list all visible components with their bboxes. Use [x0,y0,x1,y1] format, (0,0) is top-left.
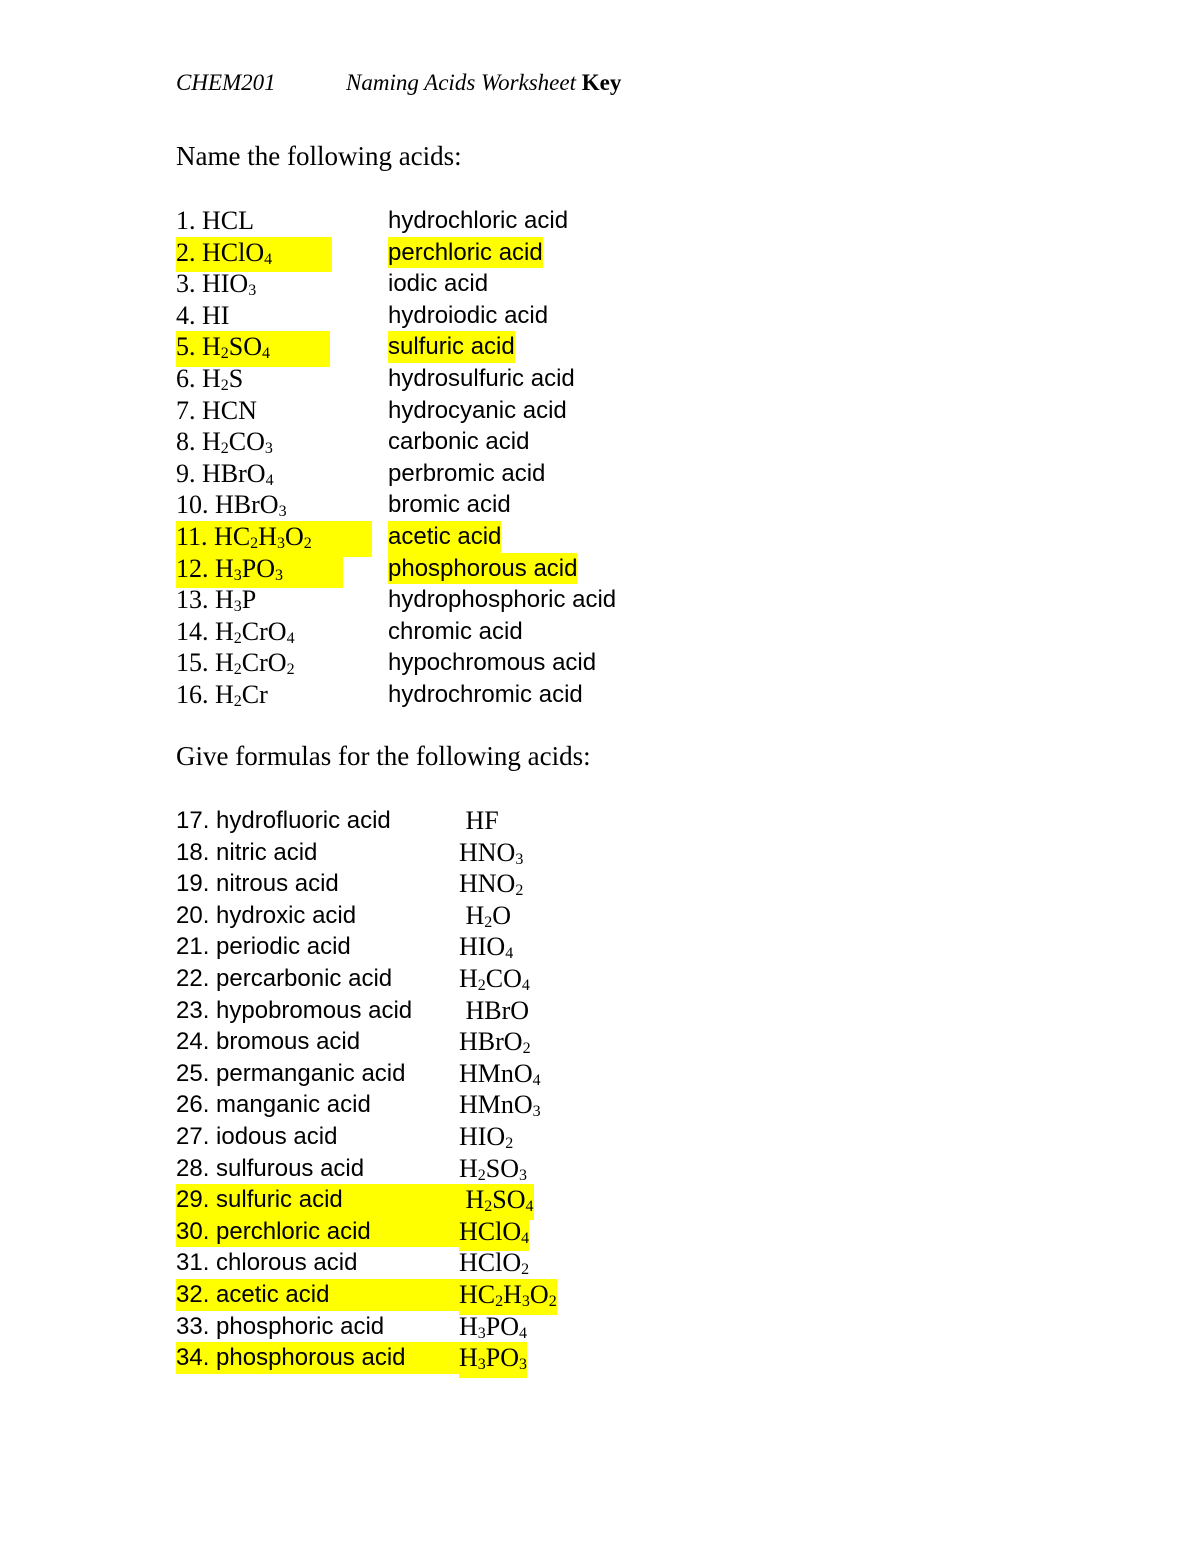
answer-formula [459,1026,531,1062]
list-item [176,521,502,553]
item-number: 30. [176,1217,217,1245]
list-item [176,1153,528,1185]
question-formula [176,679,268,715]
formula-subscript: 3 [233,598,242,616]
formula-part: SO [228,332,263,362]
formula-part: H [503,1279,522,1309]
item-number: 23. [176,996,217,1024]
question-name [176,805,391,837]
answer-name: perchloric acid [388,237,543,269]
question-name [176,1342,460,1374]
formula-part: H [459,1185,485,1215]
list-item [176,426,530,458]
formula-part: SO [492,1185,526,1215]
list-item [176,931,514,963]
acid-name: hydrofluoric acid [216,807,391,834]
question-formula [176,584,256,620]
formula-part: PO [241,553,276,583]
formula-subscript: 4 [505,945,514,963]
formula-subscript: 2 [484,913,493,931]
answer-formula [459,1058,541,1094]
answer-name: hydroiodic acid [388,301,549,329]
worksheet-title-text: Naming Acids Worksheet [346,70,576,95]
question-name [176,931,351,963]
formula-part: H [202,363,221,393]
formula-part: H [215,679,234,709]
question-formula [176,426,273,462]
formula-subscript: 2 [522,1040,531,1058]
formula-part: CrO [241,648,287,678]
question-name [176,1153,364,1185]
answer-name: chromic acid [388,617,523,645]
formula-subscript: 4 [265,471,274,489]
list-item [176,1311,528,1343]
formula-part: S [228,363,244,393]
question-formula [176,647,295,683]
formula-subscript: 2 [477,1166,486,1184]
formula-part: HClO [459,1248,522,1278]
formula-part: H [215,553,234,583]
formula-subscript: 3 [519,1356,528,1374]
question-name [176,1216,460,1248]
question-name [176,995,412,1027]
answer-formula [459,1089,541,1125]
key-label: Key [581,70,622,95]
acid-name: sulfuric acid [216,1186,343,1214]
formula-subscript: 3 [276,534,285,552]
item-number: 20. [176,901,217,929]
formula-part: PO [485,1343,520,1373]
list-item [176,237,543,269]
answer-name: hydrochloric acid [388,207,569,234]
acid-name: nitric acid [216,838,318,866]
list-item [176,363,575,395]
acid-name: hypobromous acid [216,996,413,1024]
formula-part: HCN [202,395,257,425]
list-item [176,679,583,711]
item-number: 1. [176,206,202,235]
question-name [176,868,339,900]
list-item [176,995,530,1027]
question-name [176,1026,360,1058]
item-number: 7. [176,395,202,425]
formula-subscript: 4 [521,976,530,994]
list-item [176,1279,557,1311]
list-item [176,868,524,900]
formula-part: H [202,427,221,457]
formula-part: HNO [459,837,516,867]
formula-part: CrO [241,616,287,646]
question-name [176,1058,405,1090]
formula-subscript: 4 [519,1324,528,1342]
formula-subscript: 2 [233,629,242,647]
acid-name: percarbonic acid [216,964,393,992]
formula-part: H [459,1343,478,1373]
question-formula [176,395,257,427]
item-number: 6. [176,363,202,393]
question-name [176,1089,371,1121]
formula-subscript: 2 [521,1261,530,1279]
list-item [176,584,617,616]
question-formula [176,363,243,399]
formula-subscript: 2 [220,440,229,458]
formula-part: H [459,1153,478,1183]
item-number: 34. [176,1344,217,1372]
acid-name: permanganic acid [216,1059,406,1087]
formula-subscript: 3 [278,503,287,521]
acid-name: acetic acid [216,1280,330,1308]
formula-subscript: 2 [495,1292,504,1310]
item-number: 13. [176,585,215,615]
list-item [176,647,597,679]
formula-part: HMnO [459,1058,533,1088]
item-number: 22. [176,964,217,992]
formula-part: HBrO [215,490,279,520]
answer-formula [459,1216,529,1252]
formula-part: HClO [459,1216,522,1246]
answer-name: perbromic acid [388,459,546,487]
answer-name: hydrosulfuric acid [388,364,575,392]
section-heading-give-formulas: Give formulas for the following acids: [176,741,591,771]
formula-part: HNO [459,869,516,899]
list-item [176,268,489,300]
acid-name: perchloric acid [216,1217,371,1245]
question-name [176,963,392,995]
formula-subscript: 3 [233,566,242,584]
answer-formula [459,1342,527,1378]
formula-subscript: 4 [521,1229,530,1247]
answer-name: carbonic acid [388,428,530,456]
question-formula [176,616,295,652]
acid-name: sulfurous acid [216,1154,365,1182]
formula-part: HBrO [459,1027,523,1057]
formula-part: H [202,332,221,362]
answer-formula [459,963,530,999]
answer-formula [459,900,511,936]
question-formula [176,521,372,557]
item-number: 14. [176,616,215,646]
formula-subscript: 4 [264,250,273,268]
question-formula [176,489,287,525]
formula-part: H [459,963,478,993]
list-item [176,205,569,237]
formula-subscript: 2 [286,661,295,679]
answer-formula [459,995,529,1027]
answer-name: phosphorous acid [388,553,577,585]
formula-part: HCL [202,206,254,235]
formula-subscript: 2 [250,534,259,552]
item-number: 24. [176,1028,217,1056]
answer-name: hydrocyanic acid [388,396,567,424]
question-name [176,1184,460,1216]
list-item [176,331,515,363]
answer-name: sulfuric acid [388,331,515,363]
formula-part: Cr [241,679,268,709]
formula-subscript: 2 [233,661,242,679]
list-item [176,300,549,332]
answer-formula [459,1247,529,1283]
list-item [176,1089,541,1121]
question-name [176,1247,357,1279]
course-code: CHEM201 [176,70,276,95]
item-number: 19. [176,870,217,898]
formula-subscript: 3 [275,566,284,584]
item-number: 28. [176,1154,217,1182]
formula-part: HC [214,521,251,551]
formula-subscript: 4 [532,1071,541,1089]
answer-formula [459,931,513,967]
acid-name: nitrous acid [216,870,339,898]
answer-formula [459,805,499,837]
formula-part: H [215,585,234,615]
formula-part: H [459,900,485,930]
formula-subscript: 3 [477,1356,486,1374]
question-name [176,1279,460,1311]
item-number: 29. [176,1186,217,1214]
acid-name: hydroxic acid [216,901,357,929]
formula-subscript: 2 [515,882,524,900]
question-name [176,837,317,869]
formula-subscript: 3 [477,1324,486,1342]
answer-formula [459,1121,513,1157]
answer-name: acetic acid [388,521,501,553]
formula-part: HIO [459,1121,506,1151]
formula-subscript: 3 [519,1166,528,1184]
item-number: 16. [176,679,215,709]
formula-subscript: 3 [264,440,273,458]
answer-name: hydrophosphoric acid [388,586,617,614]
answer-formula [459,1153,527,1189]
formula-subscript: 2 [233,692,242,710]
acid-name: manganic acid [216,1091,371,1119]
question-formula [176,331,330,367]
formula-subscript: 2 [303,534,312,552]
item-number: 31. [176,1249,217,1277]
formula-subscript: 4 [286,629,295,647]
list-item [176,805,499,837]
acid-name: chlorous acid [216,1249,358,1277]
formula-part: H [215,648,234,678]
formula-part: H [215,616,234,646]
question-formula [176,268,256,304]
item-number: 25. [176,1059,217,1087]
formula-part: HI [202,300,230,330]
item-number: 32. [176,1280,217,1308]
item-number: 18. [176,838,217,866]
item-number: 5. [176,332,202,362]
item-number: 9. [176,458,202,488]
list-item [176,489,511,521]
formula-part: HMnO [459,1090,533,1120]
formula-part: HBrO [459,995,530,1025]
item-number: 11. [176,521,215,551]
formula-part: HIO [202,269,249,299]
section-heading-name-acids: Name the following acids: [176,141,462,171]
item-number: 21. [176,933,217,961]
item-number: 15. [176,648,215,678]
give-formulas-list [176,805,557,1374]
item-number: 27. [176,1122,217,1150]
formula-subscript: 3 [532,1103,541,1121]
list-item [176,1247,530,1279]
formula-subscript: 2 [220,376,229,394]
formula-part: HF [459,806,499,835]
answer-formula [459,1311,527,1347]
formula-part: HClO [202,237,265,267]
item-number: 3. [176,269,202,299]
list-item [176,1121,514,1153]
item-number: 17. [176,807,217,834]
formula-subscript: 3 [248,282,257,300]
acid-name: phosphoric acid [216,1312,385,1340]
answer-formula [459,837,523,873]
item-number: 2. [176,237,202,267]
acid-name: phosphorous acid [216,1344,406,1372]
acid-name: bromous acid [216,1028,361,1056]
item-number: 12. [176,553,215,583]
list-item [176,553,578,585]
question-formula [176,300,229,332]
name-acids-list [176,205,617,711]
item-number: 8. [176,427,202,457]
formula-subscript: 2 [505,1134,514,1152]
item-number: 33. [176,1312,217,1340]
formula-part: O [284,521,304,551]
formula-part: O [529,1279,549,1309]
list-item [176,395,567,427]
worksheet-title [346,70,621,96]
formula-subscript: 4 [525,1198,534,1216]
answer-formula [459,1279,557,1315]
question-name [176,1121,337,1153]
item-number: 26. [176,1091,217,1119]
list-item [176,963,530,995]
formula-subscript: 2 [548,1292,557,1310]
question-name [176,1311,384,1343]
list-item [176,1216,530,1248]
formula-subscript: 2 [220,345,229,363]
list-item [176,837,524,869]
formula-subscript: 3 [521,1292,530,1310]
formula-part: PO [485,1311,520,1341]
formula-part: H [258,521,277,551]
formula-part: CO [228,427,265,457]
list-item [176,1058,541,1090]
formula-subscript: 4 [262,345,271,363]
formula-subscript: 3 [515,850,524,868]
question-formula [176,205,254,237]
formula-subscript: 2 [484,1198,493,1216]
list-item [176,1026,531,1058]
formula-part: H [459,1311,478,1341]
formula-part: HIO [459,932,506,962]
answer-formula [459,1184,534,1220]
list-item [176,1342,528,1374]
answer-formula [459,868,523,904]
answer-name: hydrochromic acid [388,680,583,708]
question-formula [176,237,332,273]
acid-name: periodic acid [216,933,351,961]
answer-name: iodic acid [388,270,489,298]
formula-part: HBrO [202,458,266,488]
list-item [176,616,523,648]
answer-name: bromic acid [388,491,511,519]
answer-name: hypochromous acid [388,649,597,677]
list-item [176,1184,534,1216]
list-item [176,900,512,932]
question-name [176,900,356,932]
item-number: 4. [176,300,202,330]
formula-part: SO [485,1153,520,1183]
formula-part: O [492,900,512,930]
formula-part: CO [485,963,522,993]
question-formula [176,458,274,494]
formula-part: HC [459,1279,496,1309]
acid-name: iodous acid [216,1122,338,1150]
question-formula [176,553,343,589]
item-number: 10. [176,490,215,520]
formula-subscript: 2 [477,976,486,994]
list-item [176,458,546,490]
formula-part: P [241,585,257,615]
